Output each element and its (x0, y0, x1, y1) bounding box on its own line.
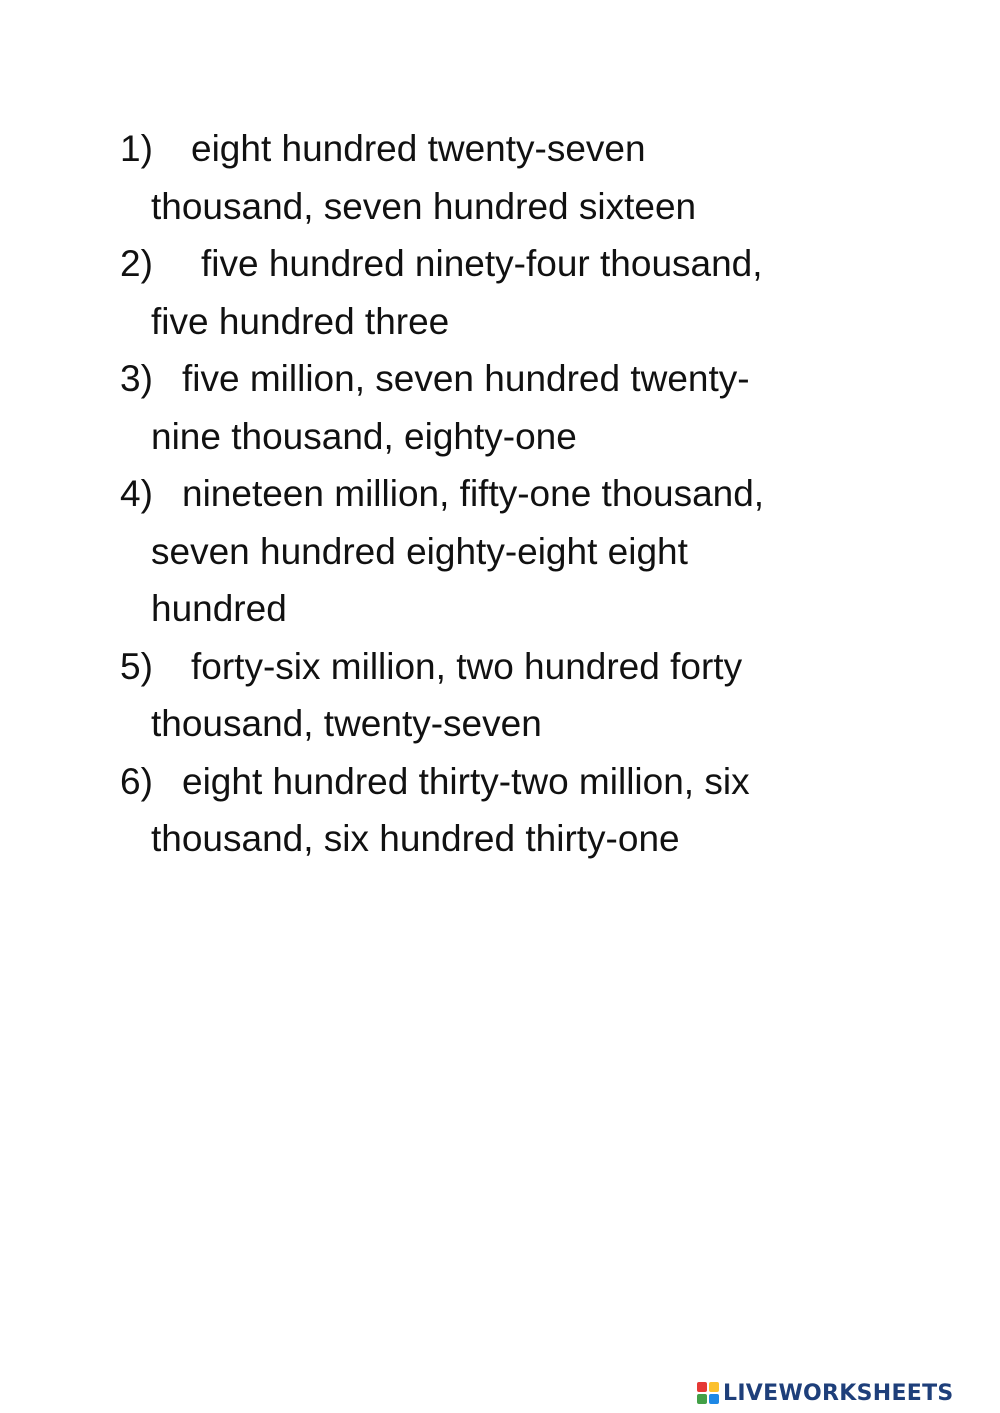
item-text-line: nineteen million, fifty-one thousand, (182, 473, 765, 514)
list-item-6 (120, 753, 880, 868)
item-number: 4) (120, 473, 153, 514)
item-text-line: five hundred ninety-four thousand, (201, 243, 763, 284)
item-text-line: nine thousand, eighty-one (151, 415, 577, 457)
item-text-line: hundred (151, 588, 287, 629)
list-item-5 (120, 638, 880, 753)
logo-square-yellow (709, 1382, 719, 1392)
brand-name: LIVEWORKSHEETS (723, 1380, 954, 1406)
list-item-1 (120, 120, 880, 235)
list-item-4 (120, 465, 880, 638)
item-number: 6) (120, 760, 153, 802)
item-text-line: thousand, seven hundred sixteen (151, 185, 697, 227)
logo-square-red (697, 1382, 707, 1392)
item-number: 3) (120, 358, 153, 399)
item-number: 5) (120, 645, 153, 687)
item-text-line: seven hundred eighty-eight eight (151, 530, 688, 572)
item-text-line: eight hundred thirty-two million, six (182, 760, 750, 802)
list-item-3 (120, 350, 880, 465)
liveworksheets-logo[interactable] (697, 1377, 954, 1409)
item-text-line: thousand, six hundred thirty-one (151, 818, 680, 859)
list-item-2 (120, 235, 880, 350)
item-text-line: eight hundred twenty-seven (191, 128, 646, 169)
item-text-line: forty-six million, two hundred forty (191, 645, 743, 687)
item-number: 2) (120, 243, 153, 284)
item-number: 1) (120, 128, 153, 169)
logo-square-green (697, 1394, 707, 1404)
item-text-line: five million, seven hundred twenty- (182, 358, 750, 399)
item-text-line: five hundred three (151, 300, 450, 342)
liveworksheets-logo-icon (697, 1382, 719, 1404)
worksheet-list (120, 120, 880, 868)
item-text-line: thousand, twenty-seven (151, 703, 542, 744)
logo-square-blue (709, 1394, 719, 1404)
